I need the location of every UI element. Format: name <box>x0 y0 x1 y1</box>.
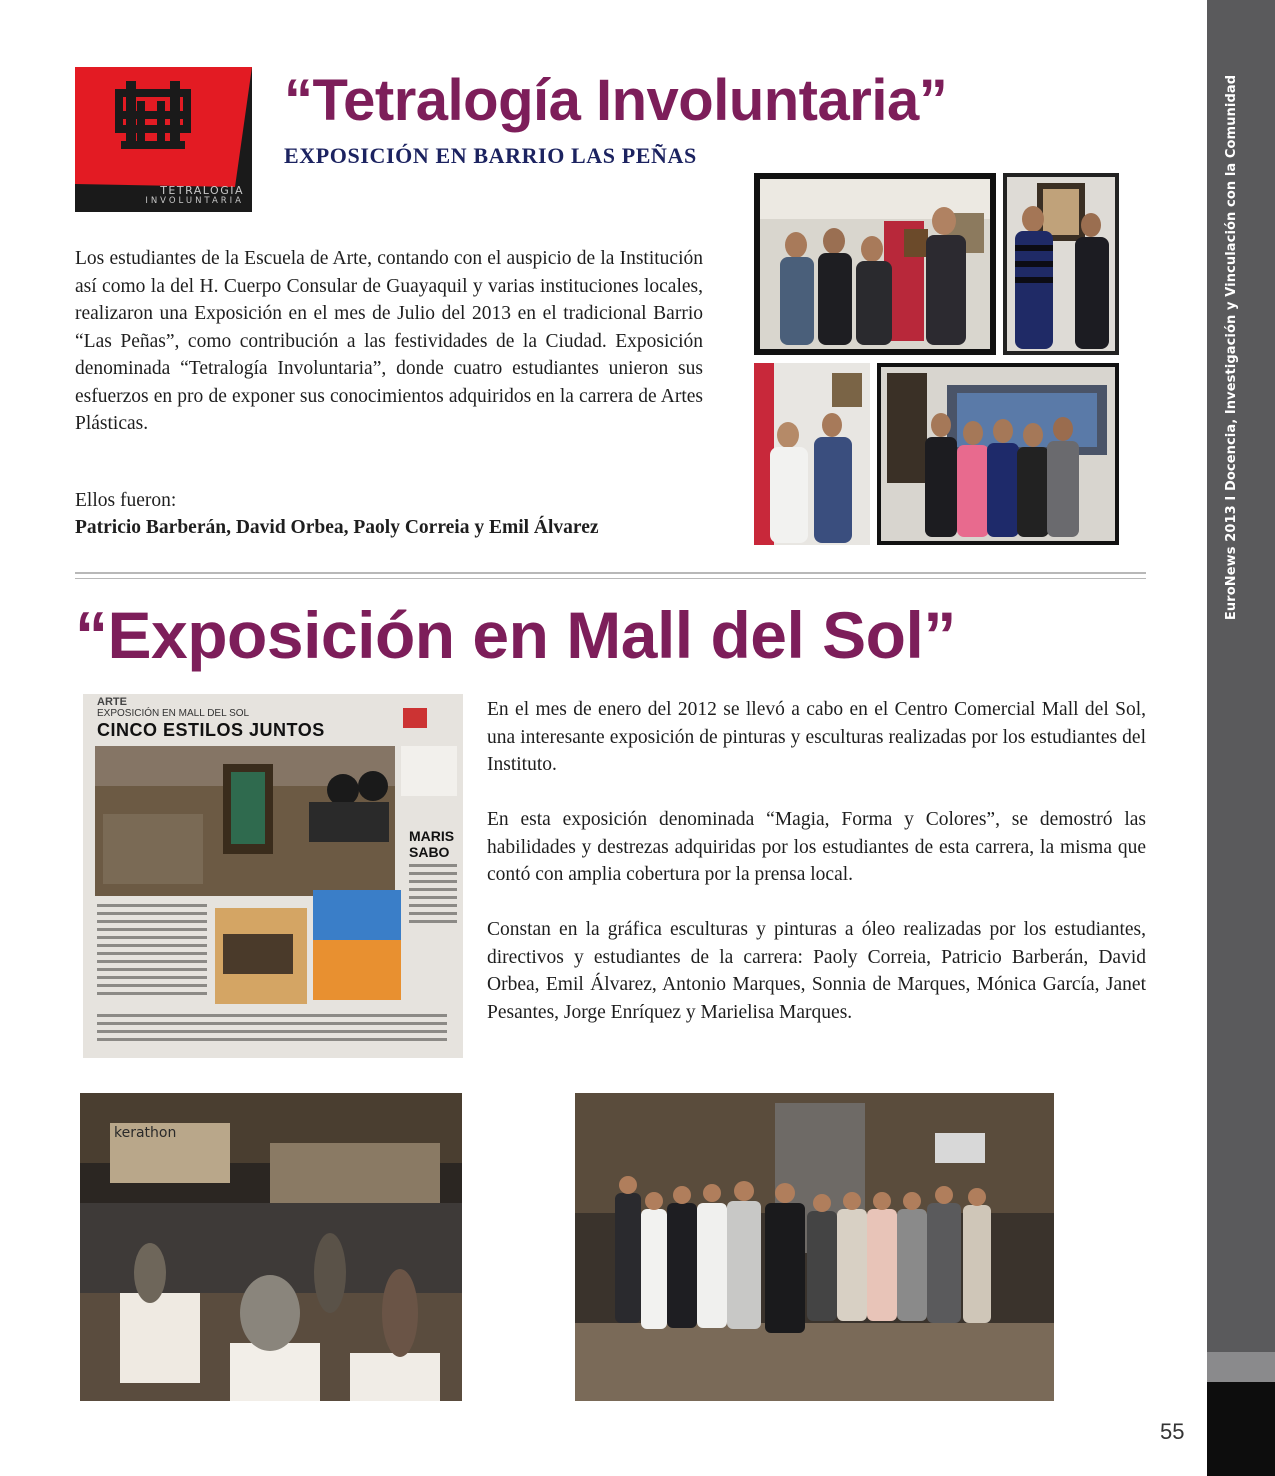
tetralogia-logo <box>75 67 252 212</box>
section2-paragraph-2: En esta exposición denominada “Magia, Forma y Colores”, se demostró las habilidades y destrezas adquiridas por los estudiantes de esta carrera, la misma que contó con amplia cobertura por la prensa local. <box>487 809 1146 885</box>
participants-names: Patricio Barberán, David Orbea, Paoly Correia y Emil Álvarez <box>75 517 599 538</box>
section1-paragraph-text: Los estudiantes de la Escuela de Arte, contando con el auspicio de la Institución así como la del H. Cuerpo Consular de Guayaquil y varias instituciones locales, realizaron una Exposición en el mes de Julio del 2013 en el tradicional Barrio “Las Peñas”, como contribución a las festividades de la Ciudad. Exposición denominada “Tetralogía Involuntaria”, donde cuatro estudiantes unieron sus esfuerzos en pro de exponer sus conocimientos adquiridos en la carrera de Artes Plásticas. <box>75 248 703 434</box>
newspaper-kicker: EXPOSICIÓN EN MALL DEL SOL <box>97 708 250 719</box>
photo-las-penas-group-2 <box>1003 173 1119 355</box>
side-band-dark-block <box>1207 1382 1275 1476</box>
mall-store-sign: kerathon <box>114 1125 177 1141</box>
side-band-light-block <box>1207 1352 1275 1382</box>
newspaper-side-headline-2: SABO <box>409 844 450 860</box>
photo-las-penas-group-1 <box>754 173 996 355</box>
page-number: 55 <box>1160 1419 1185 1444</box>
newspaper-headline: CINCO ESTILOS JUNTOS <box>97 720 325 740</box>
participants-label: Ellos fueron: <box>75 490 177 511</box>
section2-body <box>487 696 1146 1026</box>
newspaper-side-headline-1: MARIS <box>409 828 455 844</box>
newspaper-clipping <box>83 694 463 1058</box>
section2-paragraph-3: Constan en la gráfica esculturas y pinturas a óleo realizadas por los estudiantes, directivos y estudiantes de la carrera: Paoly Correia, Patricio Barberán, David Orbea, Emil Álvarez, Antonio Marques, Sonnia de Marques, Mónica García, Janet Pesantes, Jorge Enríquez y Marielisa Marques. <box>487 919 1146 1023</box>
section1-subtitle: EXPOSICIÓN EN BARRIO LAS PEÑAS <box>284 143 697 168</box>
logo-text-line1: TETRALOGIA <box>160 184 244 197</box>
photo-las-penas-group-4 <box>877 363 1119 545</box>
section2-paragraph-1: En el mes de enero del 2012 se llevó a cabo en el Centro Comercial Mall del Sol, una interesante exposición de pinturas y esculturas realizadas por los estudiantes del Instituto. <box>487 699 1146 775</box>
photo-mall-group <box>575 1093 1054 1401</box>
section-divider <box>75 572 1146 574</box>
photo-mall-sculptures <box>80 1093 462 1401</box>
section1-title: “Tetralogía Involuntaria” <box>284 68 948 133</box>
running-header <box>1204 55 1260 640</box>
running-header-text: EuroNews 2013 I Docencia, Investigación y Vinculación con la Comunidad <box>1224 74 1240 621</box>
newspaper-section: ARTE <box>97 696 127 708</box>
photo-las-penas-group-3 <box>754 363 870 545</box>
section2-title: “Exposición en Mall del Sol” <box>75 598 956 672</box>
section-divider-thin <box>75 578 1146 579</box>
logo-text-line2: INVOLUNTARIA <box>145 196 244 206</box>
section1-paragraph <box>75 245 703 438</box>
